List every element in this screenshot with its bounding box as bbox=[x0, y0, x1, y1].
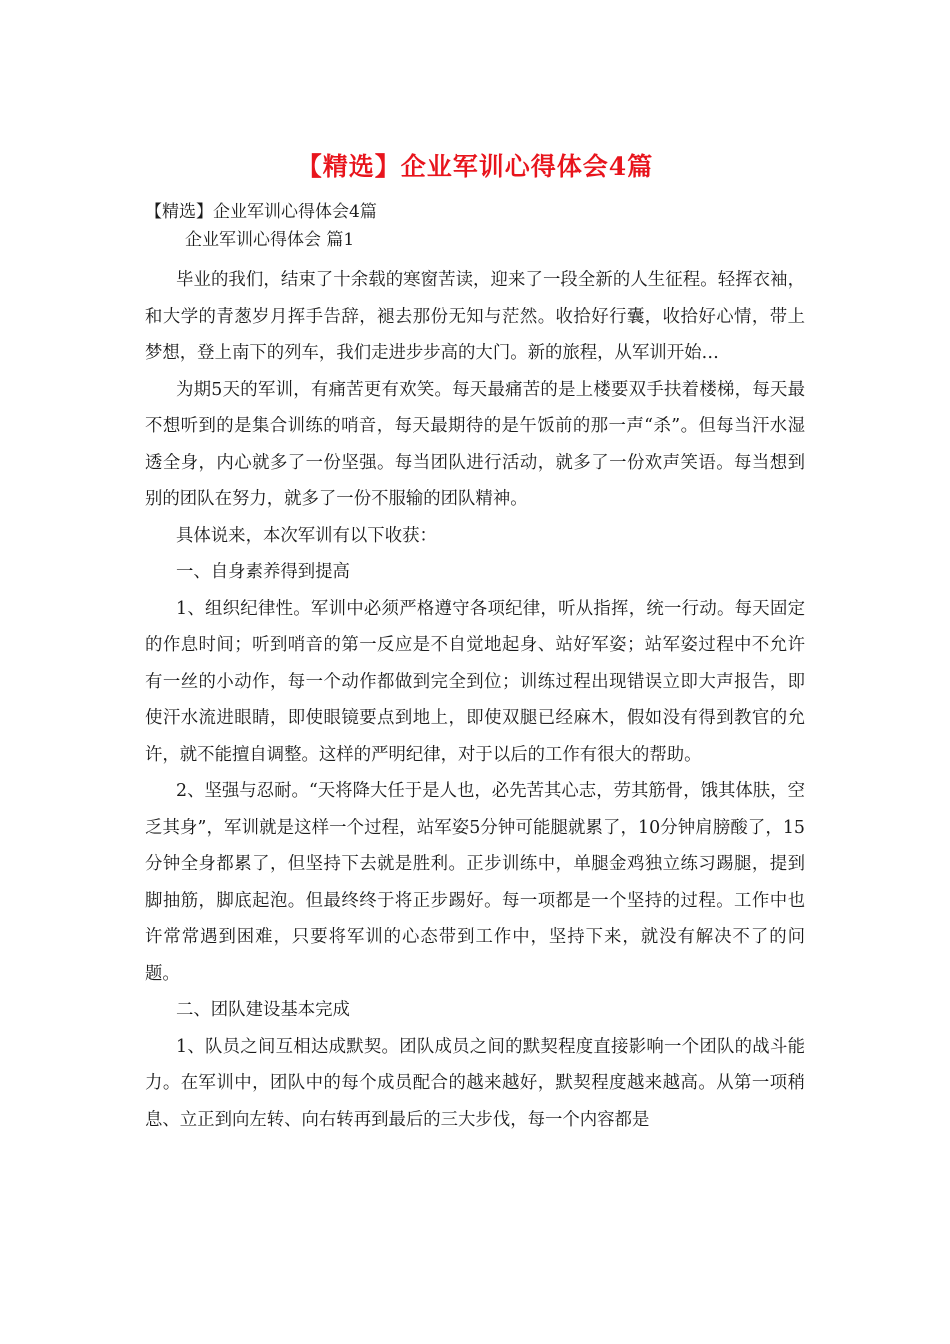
document-subtitle: 【精选】企业军训心得体会4篇 bbox=[145, 202, 377, 222]
paragraph: 二、团队建设基本完成 bbox=[176, 1000, 350, 1020]
paragraph: 1、组织纪律性。军训中必须严格遵守各项纪律，听从指挥，统一行动。每天固定的作息时间；听到哨音的第一反应是不自觉地起身、站好军姿；站军姿过程中不允许有一丝的小动作，每一个动作都做到完全到位；训练过程出现错误立即大声报告，即使汗水流进眼睛，即使眼镜要点到地上，即使双腿已经麻木，假如没有得到教官的允许，就不能擅自调整。这样的严明纪律，对于以后的工作有很大的帮助。 bbox=[145, 598, 805, 765]
document-title: 【精选】企业军训心得体会4篇 bbox=[296, 152, 654, 181]
document-body bbox=[145, 198, 805, 1138]
paragraph: 具体说来，本次军训有以下收获： bbox=[176, 525, 437, 546]
paragraph: 一、自身素养得到提高 bbox=[176, 562, 350, 582]
paragraph: 2、坚强与忍耐。“天将降大任于是人也，必先苦其心志，劳其筋骨，饿其体肤，空乏其身”，军训就是这样一个过程，站军姿5分钟可能腿就累了，10分钟肩膀酸了，15分钟全身都累了，但坚持下去就是胜利。正步训练中，单腿金鸡独立练习踢腿，提到脚抽筋，脚底起泡。但最终终于将正步踢好。每一项都是一个坚持的过程。工作中也许常常遇到困难，只要将军训的心态带到工作中，坚持下来，就没有解决不了的问题。 bbox=[145, 781, 805, 984]
paragraph: 为期5天的军训，有痛苦更有欢笑。每天最痛苦的是上楼要双手扶着楼梯，每天最不想听到的是集合训练的哨音，每天最期待的是午饭前的那一声“杀”。但每当汗水湿透全身，内心就多了一份坚强。每当团队进行活动，就多了一份欢声笑语。每当想到别的团队在努力，就多了一份不服输的团队精神。 bbox=[145, 379, 805, 509]
paragraph: 毕业的我们，结束了十余载的寒窗苦读，迎来了一段全新的人生征程。轻挥衣袖，和大学的青葱岁月挥手告辞，褪去那份无知与茫然。收拾好行囊，收拾好心情，带上梦想，登上南下的列车，我们走进步步高的大门。新的旅程，从军训开始… bbox=[145, 270, 805, 363]
paragraph: 1、队员之间互相达成默契。团队成员之间的默契程度直接影响一个团队的战斗能力。在军训中，团队中的每个成员配合的越来越好，默契程度越来越高。从第一项稍息、立正到向左转、向右转再到最后的三大步伐，每一个内容都是 bbox=[145, 1036, 805, 1130]
section-heading: 企业军训心得体会 篇1 bbox=[185, 230, 355, 250]
